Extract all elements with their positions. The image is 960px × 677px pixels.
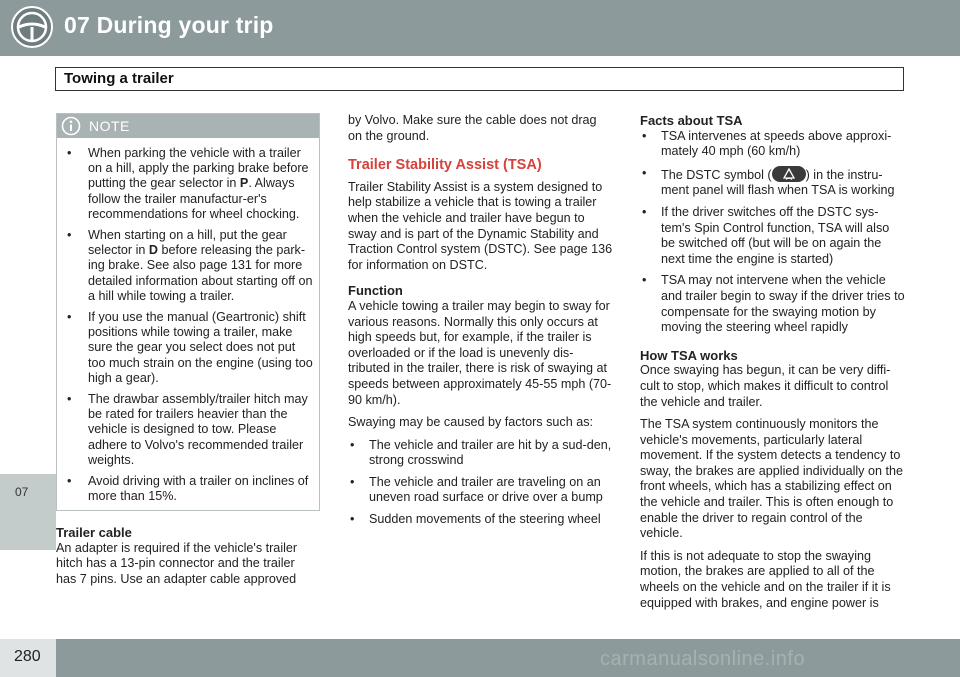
note-box <box>56 113 320 511</box>
bullet: • <box>67 146 72 160</box>
bullet: • <box>350 437 355 452</box>
list-item: • If the driver switches off the DSTC sys-tem's Spin Control function, TSA will also be switched off (but will be on again the next time the engine is started) <box>642 204 890 266</box>
note-item: • Avoid driving with a trailer on inclines of more than 15%. <box>67 474 309 504</box>
trailer-cable-text: An adapter is required if the vehicle's trailer hitch has a 13-pin connector and the trailer has 7 pins. Use an adapter cable approved <box>56 540 298 586</box>
chapter-title: 07 During your trip <box>64 12 274 38</box>
list-item: • The DSTC symbol ( ) in the instru-ment panel will flash when TSA is working <box>642 165 895 198</box>
continued-text: by Volvo. Make sure the cable does not drag on the ground. <box>348 113 597 143</box>
bullet: • <box>350 474 355 489</box>
note-header <box>57 114 319 138</box>
bullet: • <box>642 128 647 143</box>
note-item: • If you use the manual (Geartronic) shift positions while towing a trailer, make sure the gear you select does not put too much strain on the engine (using too high a gear). <box>67 310 313 385</box>
info-icon <box>61 116 81 136</box>
bullet: • <box>350 512 355 527</box>
facts-heading: Facts about TSA <box>640 113 743 128</box>
bullet: • <box>67 228 72 243</box>
bullet: • <box>67 474 72 489</box>
how-tsa-works-heading: How TSA works <box>640 347 738 363</box>
note-item: • When parking the vehicle with a trailer on a hill, apply the parking brake before putting the gear selector in P. Always follow the trailer manufactur-er's recommendations for wheel chocking. <box>67 146 309 221</box>
steering-wheel-icon <box>10 5 54 49</box>
how-paragraph-3: If this is not adequate to stop the swaying motion, the brakes are applied to all of the wheels on the vehicle and on the trailer if it is equipped with brakes, and engine power is <box>640 548 891 610</box>
column-3 <box>640 113 906 618</box>
bullet: • <box>67 392 72 407</box>
how-paragraph-1: Once swaying has begun, it can be very diffi-cult to stop, which makes it difficult to control the vehicle and trailer. <box>640 363 891 409</box>
watermark: carmanualsonline.info <box>600 648 806 670</box>
sway-causes-list <box>348 438 614 528</box>
facts-list <box>640 129 906 336</box>
note-label: NOTE <box>89 118 130 134</box>
page-number: 280 <box>14 648 41 665</box>
column-2 <box>348 113 614 534</box>
function-text: A vehicle towing a trailer may begin to sway for various reasons. Normally this only occurs at high speeds but, for example, if the trailer is overloaded or if the load is unevenly dis-tributed in the trailer, there is risk of swaying at speeds between approximately 45-55 mph (70-90 km/h). <box>348 298 612 407</box>
tsa-text: Trailer Stability Assist is a system designed to help stabilize a vehicle that is towing a trailer when the vehicle and trailer have begun to sway and is part of the Dynamic Stability and Traction Control system (DSTC). See page 136 for information on DSTC. <box>348 179 613 272</box>
list-item: • TSA intervenes at speeds above approxi-mately 40 mph (60 km/h) <box>642 128 892 159</box>
function-heading: Function <box>348 283 403 299</box>
bullet: • <box>67 310 72 325</box>
bullet: • <box>642 165 647 180</box>
bullet: • <box>642 273 647 288</box>
column-1-lower <box>56 525 318 594</box>
bullet: • <box>642 204 647 219</box>
chapter-tab-label: 07 <box>15 485 29 499</box>
list-item: • Sudden movements of the steering wheel <box>350 512 601 527</box>
tsa-heading: Trailer Stability Assist (TSA) <box>348 157 542 174</box>
list-item: • TSA may not intervene when the vehicle and trailer begin to sway if the driver tries to compensate for the swaying motion by moving the steering wheel rapidly <box>642 273 905 335</box>
list-item: • The vehicle and trailer are hit by a sud-den, strong crosswind <box>350 437 612 468</box>
trailer-cable-heading: Trailer cable <box>56 525 132 540</box>
dstc-skid-car-icon <box>772 166 806 182</box>
note-item: • When starting on a hill, put the gear selector in D before releasing the park-ing brake. See also page 131 for more detailed information about starting off on a hill while towing a trailer. <box>67 228 313 303</box>
section-title: Towing a trailer <box>64 70 174 87</box>
how-paragraph-2: The TSA system continuously monitors the vehicle's movements, particularly lateral movement. If the system detects a tendency to sway, the brakes are applied individually on the front wheels, which has a stabilizing effect on the vehicle and trailer. This is often enough to enable the driver to regain control of the vehicle. <box>640 417 903 541</box>
note-list <box>57 140 319 504</box>
note-item: • The drawbar assembly/trailer hitch may be rated for trailers heavier than the vehicle is designed to tow. Please adhere to Volvo's recommended trailer weights. <box>67 392 308 467</box>
footer-bar <box>0 639 960 677</box>
sway-intro: Swaying may be caused by factors such as: <box>348 415 594 430</box>
section-bar <box>55 67 904 91</box>
list-item: • The vehicle and trailer are traveling on an uneven road surface or drive over a bump <box>350 474 603 505</box>
